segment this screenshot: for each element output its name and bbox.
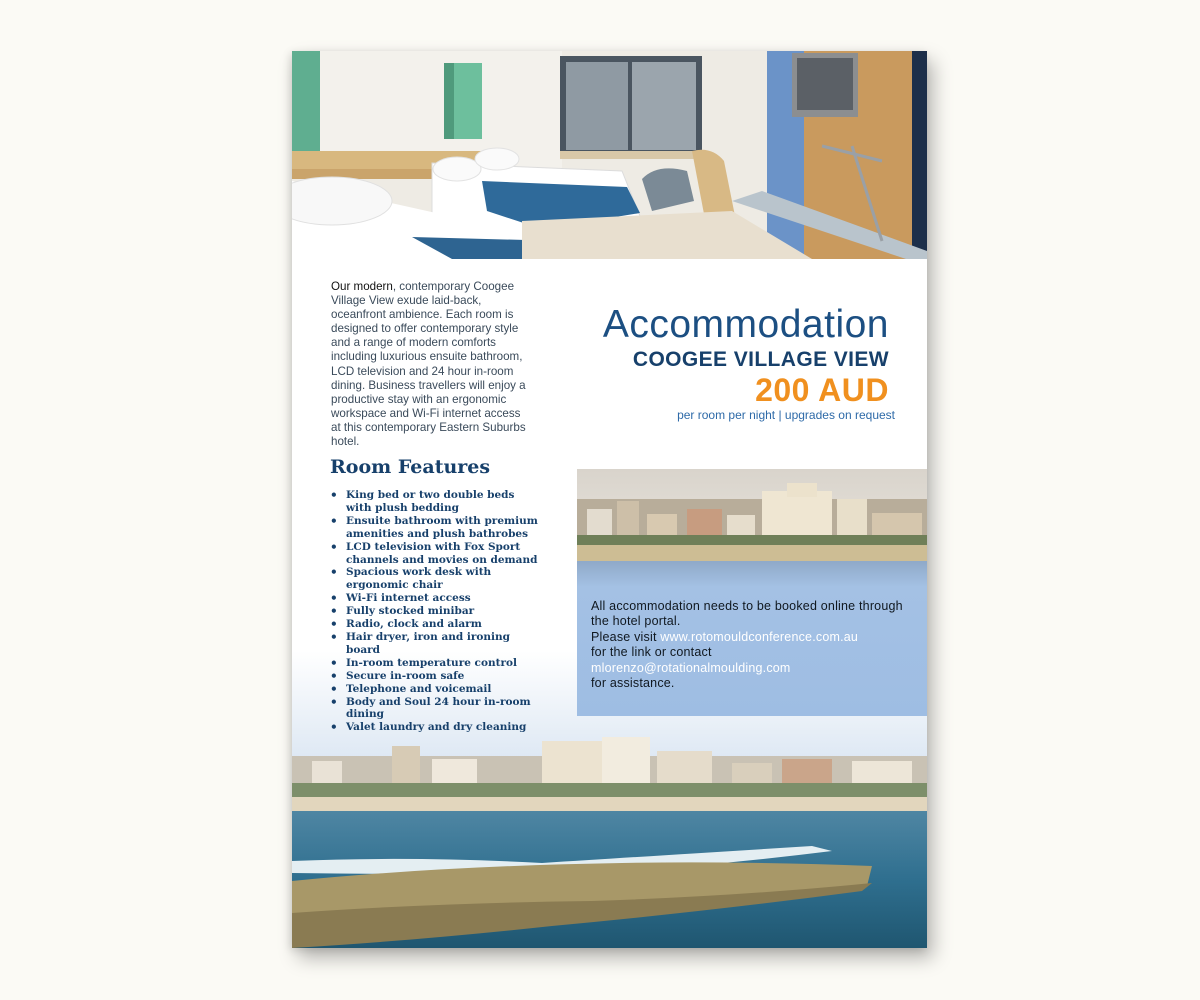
hotel-room-illustration [292,51,927,259]
room-price: 200 AUD [755,372,889,408]
booking-line-1: All accommodation needs to be booked online through the hotel portal. [591,599,903,629]
list-item: • King bed or two double beds with plush bedding [330,489,540,515]
list-item: • Radio, clock and alarm [330,618,540,631]
intro-body: , contemporary Coogee Village View exude laid-back, oceanfront ambience. Each room is designed to offer contemporary style and a range of modern comforts including luxurious ensuite bathroom, LCD television and 24 hour in-room dining. Business travellers will enjoy a productive stay with an ergonomic workspace and Wi-Fi internet access at this contemporary Eastern Suburbs hotel. [331,280,526,449]
list-item: • Spacious work desk with ergonomic chair [330,566,540,592]
page-title: Accommodation [602,303,889,346]
list-item: • LCD television with Fox Sport channels and movies on demand [330,541,540,567]
list-item: • Ensuite bathroom with premium amenities and plush bathrobes [330,515,540,541]
room-features-list [330,489,540,734]
flyer-page [292,51,927,948]
list-item: • In-room temperature control [330,657,540,670]
list-item: • Fully stocked minibar [330,605,540,618]
room-features-heading: Room Features [330,456,491,478]
intro-paragraph [331,280,531,449]
hotel-name: COOGEE VILLAGE VIEW [632,348,889,371]
coogee-beach-photo [577,469,927,587]
contact-email-link[interactable]: mlorenzo@rotationalmoulding.com [591,660,791,675]
list-item: • Wi-Fi internet access [330,592,540,605]
website-link[interactable]: www.rotomouldconference.com.au [660,629,859,644]
list-item: • Valet laundry and dry cleaning [330,721,540,734]
booking-info-box [577,587,927,716]
booking-line-3: for the link or contact [591,645,712,660]
list-item: • Secure in-room safe [330,670,540,683]
booking-info-text [591,599,921,691]
booking-line-2-prefix: Please visit [591,629,661,644]
booking-line-4: for assistance. [591,676,675,691]
list-item: • Hair dryer, iron and ironing board [330,631,540,657]
coogee-beach-illustration [577,469,927,587]
list-item: • Body and Soul 24 hour in-room dining [330,696,540,722]
list-item: • Telephone and voicemail [330,683,540,696]
rate-note: per room per night | upgrades on request [677,408,895,422]
intro-lead: Our modern [331,280,393,293]
hotel-room-photo [292,51,927,259]
